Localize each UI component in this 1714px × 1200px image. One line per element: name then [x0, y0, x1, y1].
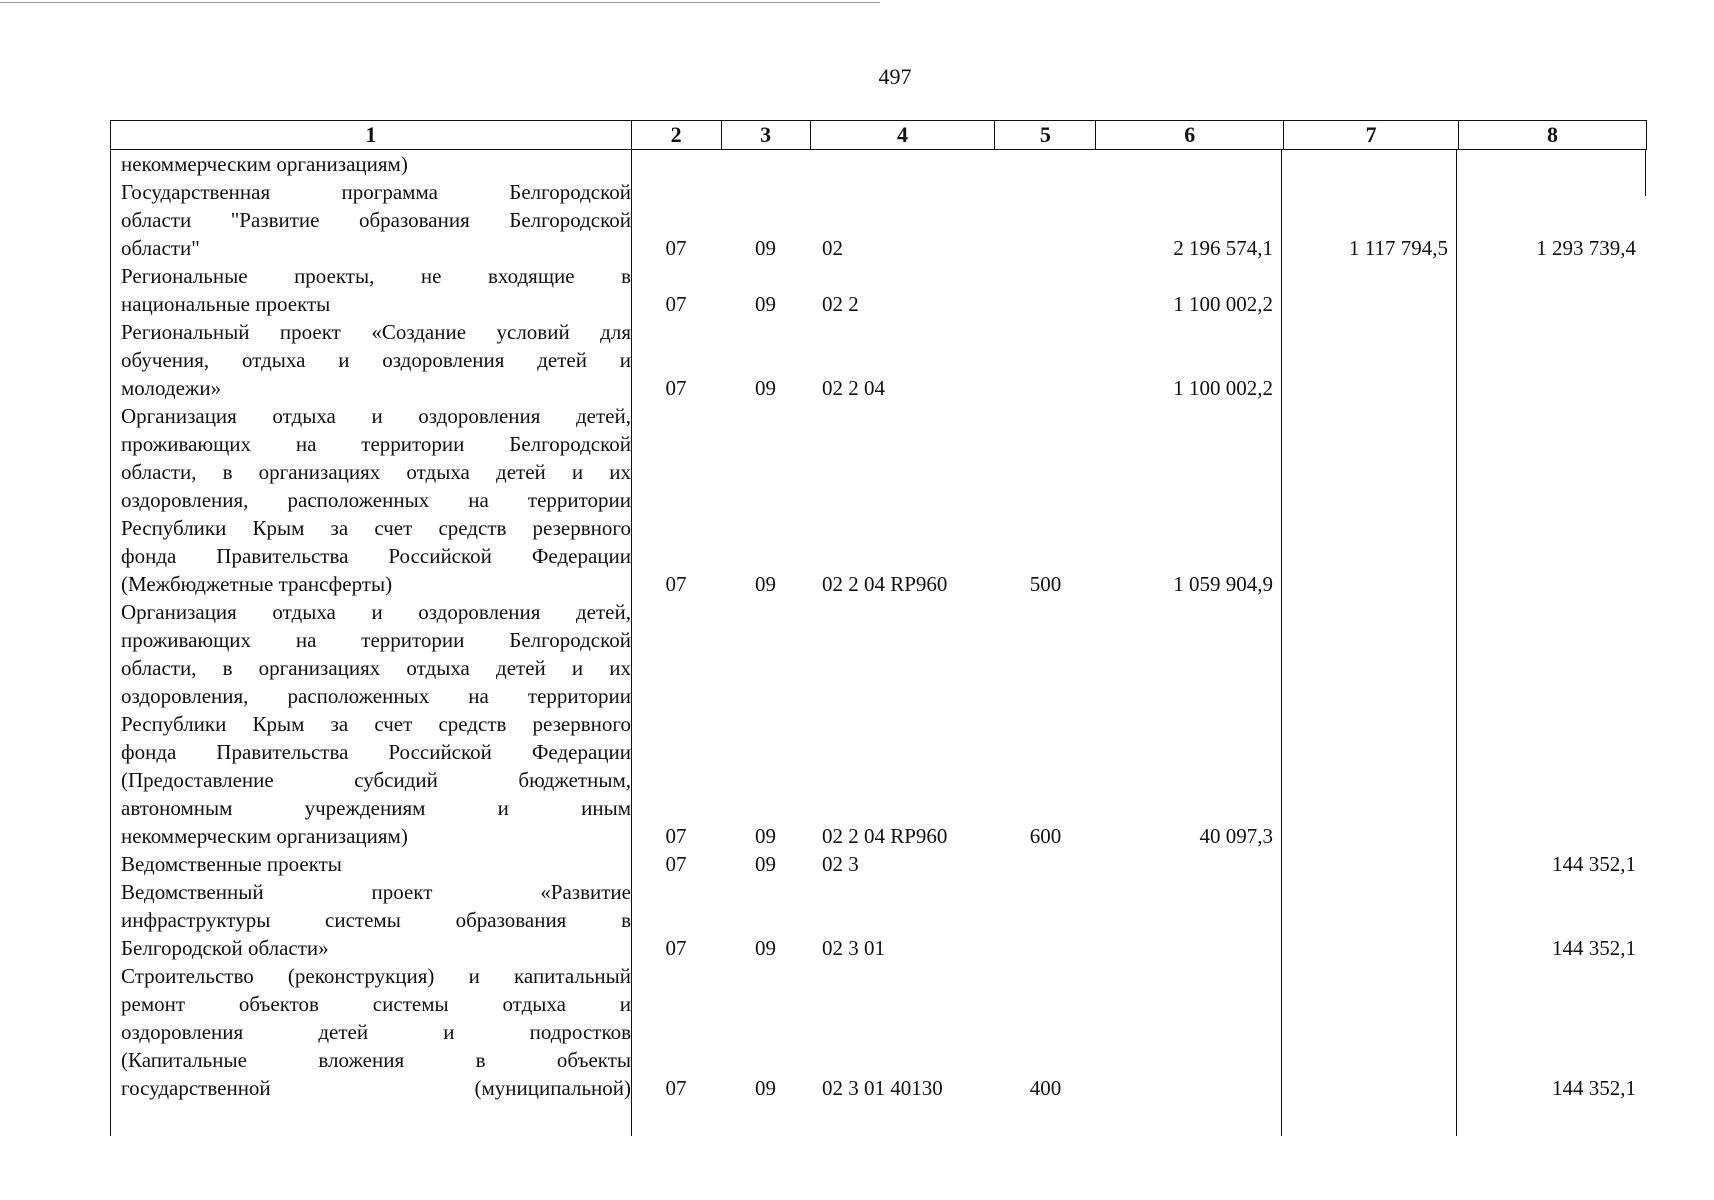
description-line: Белгородской области»	[121, 936, 329, 960]
subsection-code: 09	[755, 376, 776, 400]
amount-col-6: 1 100 002,2	[1173, 376, 1273, 400]
section-code: 07	[665, 936, 687, 960]
description-line: ремонт объектов системы отдыха и	[121, 992, 631, 1016]
description-line: области"	[121, 236, 200, 260]
section-code: 07	[665, 572, 687, 596]
subsection-code: 09	[755, 292, 776, 316]
table-row	[110, 878, 1647, 962]
description-line: некоммерческим организациям)	[121, 824, 408, 848]
amount-col-8: 144 352,1	[1552, 1076, 1636, 1100]
column-border	[110, 150, 111, 1136]
description-line: Ведомственный проект «Развитие	[121, 880, 631, 904]
expense-type-code: 400	[1029, 1076, 1062, 1100]
column-border	[631, 150, 632, 1136]
page-number: 497	[878, 64, 912, 89]
description-line: государственной (муниципальной)	[121, 1076, 631, 1100]
amount-col-7: 1 117 794,5	[1349, 236, 1448, 260]
column-border	[1281, 150, 1282, 1136]
header-col-3: 3	[722, 121, 811, 149]
description-line: Государственная программа Белгородской	[121, 180, 631, 204]
amount-col-8: 144 352,1	[1552, 852, 1636, 876]
header-col-8: 8	[1459, 121, 1647, 149]
row-description	[110, 262, 631, 318]
header-col-5: 5	[995, 121, 1096, 149]
row-description	[110, 850, 631, 878]
header-col-2: 2	[632, 121, 722, 149]
description-line: автономным учреждениям и иным	[121, 796, 631, 820]
table-row	[110, 178, 1647, 262]
table-row	[110, 962, 1647, 1102]
description-line: фонда Правительства Российской Федерации	[121, 740, 631, 764]
description-line: Республики Крым за счет средств резервного	[121, 516, 631, 540]
description-line: обучения, отдыха и оздоровления детей и	[121, 348, 631, 372]
row-description	[110, 962, 631, 1102]
description-line: Ведомственные проекты	[121, 852, 342, 876]
section-code: 07	[665, 852, 687, 876]
description-line: оздоровления, расположенных на территории	[121, 488, 631, 512]
subsection-code: 09	[755, 236, 776, 260]
target-article-code: 02 2 04 RP960	[822, 572, 948, 596]
amount-col-8: 144 352,1	[1552, 936, 1636, 960]
amount-col-6: 40 097,3	[1199, 824, 1273, 848]
subsection-code: 09	[755, 824, 776, 848]
table-row	[110, 850, 1647, 878]
target-article-code: 02 3 01 40130	[822, 1076, 943, 1100]
header-col-4: 4	[811, 121, 996, 149]
description-line: Региональный проект «Создание условий для	[121, 320, 631, 344]
amount-col-6: 1 059 904,9	[1173, 572, 1273, 596]
row-description	[110, 878, 631, 962]
description-line: области, в организациях отдыха детей и их	[121, 460, 631, 484]
section-code: 07	[665, 292, 687, 316]
table-rows	[110, 150, 1647, 1102]
description-line: Строительство (реконструкция) и капитальный	[121, 964, 631, 988]
description-line: (Межбюджетные трансферты)	[121, 572, 393, 596]
description-line: (Предоставление субсидий бюджетным,	[121, 768, 631, 792]
target-article-code: 02 3	[822, 852, 859, 876]
description-line: оздоровления детей и подростков	[121, 1020, 631, 1044]
column-border	[1645, 150, 1646, 196]
description-line: некоммерческим организациям)	[121, 152, 408, 176]
description-line: оздоровления, расположенных на территории	[121, 684, 631, 708]
table-header-row	[110, 120, 1647, 150]
target-article-code: 02 2	[822, 292, 859, 316]
description-line: Республики Крым за счет средств резервного	[121, 712, 631, 736]
description-line: Организация отдыха и оздоровления детей,	[121, 600, 631, 624]
target-article-code: 02 2 04	[822, 376, 885, 400]
description-line: области "Развитие образования Белгородской	[121, 208, 631, 232]
table-row	[110, 318, 1647, 402]
expense-type-code: 500	[1029, 572, 1062, 596]
header-col-1: 1	[111, 121, 632, 149]
row-description	[110, 318, 631, 402]
description-line: молодежи»	[121, 376, 222, 400]
table-row	[110, 402, 1647, 598]
subsection-code: 09	[755, 1076, 776, 1100]
amount-col-6: 1 100 002,2	[1173, 292, 1273, 316]
amount-col-6: 2 196 574,1	[1173, 236, 1273, 260]
section-code: 07	[665, 824, 687, 848]
description-line: области, в организациях отдыха детей и их	[121, 656, 631, 680]
target-article-code: 02 2 04 RP960	[822, 824, 948, 848]
subsection-code: 09	[755, 936, 776, 960]
description-line: (Капитальные вложения в объекты	[121, 1048, 631, 1072]
top-rule	[0, 2, 880, 3]
table-row	[110, 262, 1647, 318]
description-line: проживающих на территории Белгородской	[121, 432, 631, 456]
row-description	[110, 598, 631, 850]
section-code: 07	[665, 376, 687, 400]
target-article-code: 02	[822, 236, 843, 260]
description-line: инфраструктуры системы образования в	[121, 908, 631, 932]
description-line: проживающих на территории Белгородской	[121, 628, 631, 652]
description-line: Региональные проекты, не входящие в	[121, 264, 631, 288]
section-code: 07	[665, 236, 687, 260]
row-description	[110, 178, 631, 262]
description-line: национальные проекты	[121, 292, 331, 316]
section-code: 07	[665, 1076, 687, 1100]
column-border	[1456, 150, 1457, 1136]
budget-table	[110, 120, 1647, 1136]
row-description	[110, 150, 631, 178]
row-description	[110, 402, 631, 598]
table-body	[110, 150, 1647, 1136]
table-row	[110, 598, 1647, 850]
table-row	[110, 150, 1647, 178]
expense-type-code: 600	[1029, 824, 1062, 848]
target-article-code: 02 3 01	[822, 936, 885, 960]
description-line: Организация отдыха и оздоровления детей,	[121, 404, 631, 428]
subsection-code: 09	[755, 572, 776, 596]
amount-col-8: 1 293 739,4	[1536, 236, 1636, 260]
description-line: фонда Правительства Российской Федерации	[121, 544, 631, 568]
subsection-code: 09	[755, 852, 776, 876]
header-col-7: 7	[1284, 121, 1459, 149]
header-col-6: 6	[1096, 121, 1284, 149]
